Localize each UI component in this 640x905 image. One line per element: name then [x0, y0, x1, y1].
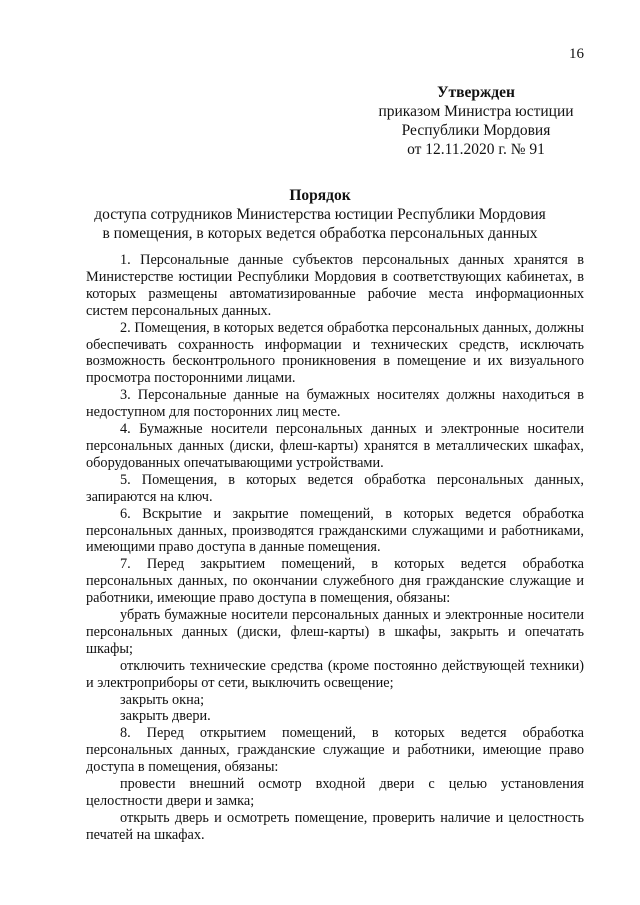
- title-main: Порядок: [289, 187, 351, 204]
- title-subtitle: доступа сотрудников Министерства юстиции Республики Мордовия: [94, 206, 546, 223]
- paragraph: убрать бумажные носители персональных данных и электронные носители персональных данных (диски, флеш-карты) в шкафы, закрыть и опечатать шкафы;: [86, 607, 584, 657]
- approval-block: [366, 83, 586, 159]
- paragraph: 6. Вскрытие и закрытие помещений, в которых ведется обработка персональных данных, производятся гражданскими служащими и работниками, имеющими право доступа в данные помещения.: [86, 505, 584, 556]
- paragraph: 4. Бумажные носители персональных данных и электронные носители персональных данных (диски, флеш-карты) хранятся в металлических шкафах, оборудованных опечатывающими устройствами.: [86, 421, 584, 471]
- paragraph: 2. Помещения, в которых ведется обработка персональных данных, должны обеспечивать сохранность информации и технических средств, исключать возможность бесконтрольного проникновения в помещение и их визуального просмотра посторонними лицами.: [86, 319, 584, 387]
- paragraph: закрыть окна;: [120, 691, 205, 708]
- approval-title: Утвержден: [437, 84, 515, 101]
- approval-line: от 12.11.2020 г. № 91: [407, 141, 545, 158]
- paragraph: 5. Помещения, в которых ведется обработка персональных данных, запираются на ключ.: [86, 471, 584, 505]
- paragraph: закрыть двери.: [120, 708, 211, 725]
- paragraph: 8. Перед открытием помещений, в которых ведется обработка персональных данных, гражданские служащие и работники, имеющие право доступа в помещения, обязаны:: [86, 725, 584, 776]
- paragraph: 7. Перед закрытием помещений, в которых ведется обработка персональных данных, по окончании служебного дня гражданские служащие и работники, имеющие право доступа в помещения, обязаны:: [86, 556, 584, 607]
- title-subtitle: в помещения, в которых ведется обработка персональных данных: [102, 225, 538, 242]
- document-title: [0, 186, 640, 243]
- page-number: 16: [569, 46, 584, 62]
- paragraph: 1. Персональные данные субъектов персональных данных хранятся в Министерстве юстиции Республики Мордовия в соответствующих кабинетах, в которых размещены автоматизированные рабочие места информационных систем персональных данных.: [86, 252, 584, 319]
- approval-line: Республики Мордовия: [401, 122, 551, 139]
- approval-line: приказом Министра юстиции: [378, 103, 574, 120]
- document-body: [86, 252, 584, 844]
- paragraph: открыть дверь и осмотреть помещение, проверить наличие и целостность печатей на шкафах.: [86, 809, 584, 843]
- paragraph: отключить технические средства (кроме постоянно действующей техники) и электроприборы от сети, выключить освещение;: [86, 657, 584, 691]
- paragraph: провести внешний осмотр входной двери с целью установления целостности двери и замка;: [86, 776, 584, 809]
- paragraph: 3. Персональные данные на бумажных носителях должны находиться в недоступном для посторонних лиц месте.: [86, 387, 584, 421]
